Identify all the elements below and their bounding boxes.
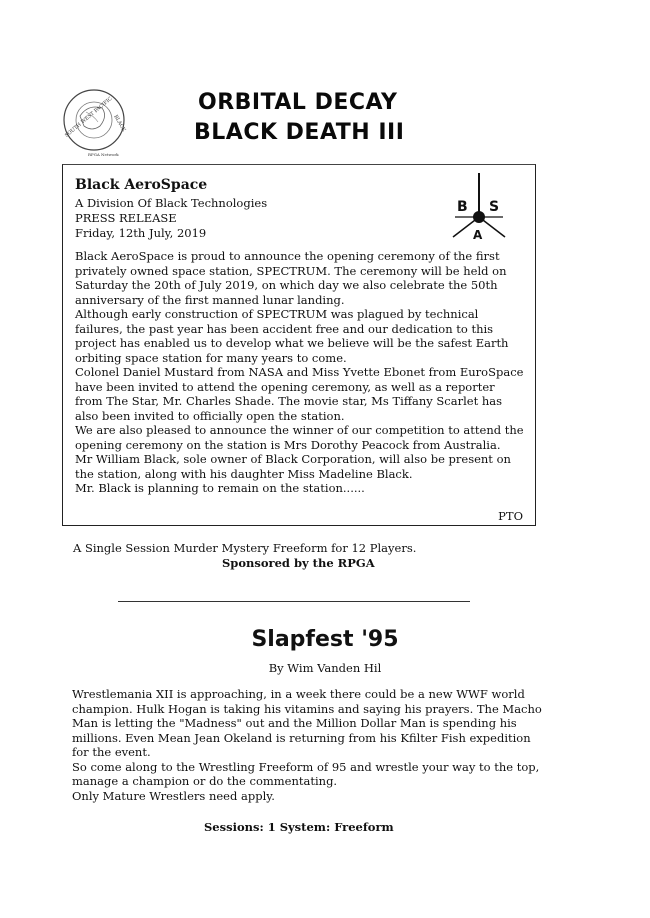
title-line-1: ORBITAL DECAY (198, 90, 398, 115)
logo-letter-b: B (457, 199, 468, 215)
release-paragraph: Black AeroSpace is proud to announce the opening ceremony of the first privately owned space station, SPECTRUM. The ceremony will be held on Saturday the 20th of July 2019, on which day we also celebrate the 50th anniversary of the first manned lunar landing. (75, 249, 507, 307)
slapfest-sessions: Sessions: 1 System: Freeform (204, 820, 394, 834)
press-release-box (62, 164, 536, 526)
company-name: Black AeroSpace (75, 177, 208, 193)
release-date: Friday, 12th July, 2019 (75, 226, 207, 240)
press-release-body (75, 249, 525, 496)
slapfest-paragraph: Only Mature Wrestlers need apply. (72, 788, 275, 803)
release-paragraph: Mr. Black is planning to remain on the station...... (75, 481, 365, 495)
slapfest-body (72, 687, 542, 803)
logo-letter-s: S (489, 199, 500, 215)
release-paragraph: Mr William Black, sole owner of Black Corporation, will also be present on the station, along with his daughter Miss Madeline Black. (75, 452, 511, 481)
seal-text-right: BLACK (112, 114, 127, 133)
rpga-seal-logo (58, 86, 130, 158)
slapfest-paragraph: So come along to the Wrestling Freeform of 95 and wrestle your way to the top, manage a champion or do the commentating. (72, 759, 540, 788)
press-release-label: PRESS RELEASE (75, 211, 177, 225)
release-paragraph: Colonel Daniel Mustard from NASA and Miss Yvette Ebonet from EuroSpace have been invited to attend the opening ceremony, as well as a reporter from The Star, Mr. Charles Shade. The movie star, Ms Tiffany Scarlet has also been invited to officially open the station. (75, 365, 524, 423)
event-sponsor: Sponsored by the RPGA (222, 556, 375, 570)
release-paragraph: Although early construction of SPECTRUM was plagued by technical failures, the past year has been accident free and our dedication to this project has enabled us to develop what we believe will be the safest Earth orbiting space station for many years to come. (75, 307, 509, 365)
release-paragraph: We are also pleased to announce the winner of our competition to attend the opening ceremony on the station is Mrs Dorothy Peacock from Australia. (75, 423, 524, 452)
slapfest-paragraph: Wrestlemania XII is approaching, in a week there could be a new WWF world champion. Hulk Hogan is taking his vitamins and saying his prayers. The Macho Man is letting the "Madness" out and the Million Dollar Man is spending his millions. Even Mean Jean Okeland is returning from his Kfilter Fish expedition for the event. (72, 687, 542, 759)
division-name: A Division Of Black Technologies (75, 196, 268, 210)
slapfest-byline: By Wim Vanden Hil (268, 661, 382, 675)
seal-text-left: SOUTH WEST PACIFIC (63, 95, 114, 139)
seal-text-bottom: RPGA Network (88, 152, 119, 157)
logo-letter-a: A (473, 228, 483, 241)
pto-label: PTO (498, 509, 523, 523)
event-tagline: A Single Session Murder Mystery Freeform for 12 Players. (73, 541, 417, 555)
black-aerospace-logo (443, 171, 513, 241)
section-divider (118, 601, 470, 602)
slapfest-title: Slapfest '95 (251, 627, 399, 652)
title-line-2: BLACK DEATH III (194, 120, 405, 145)
